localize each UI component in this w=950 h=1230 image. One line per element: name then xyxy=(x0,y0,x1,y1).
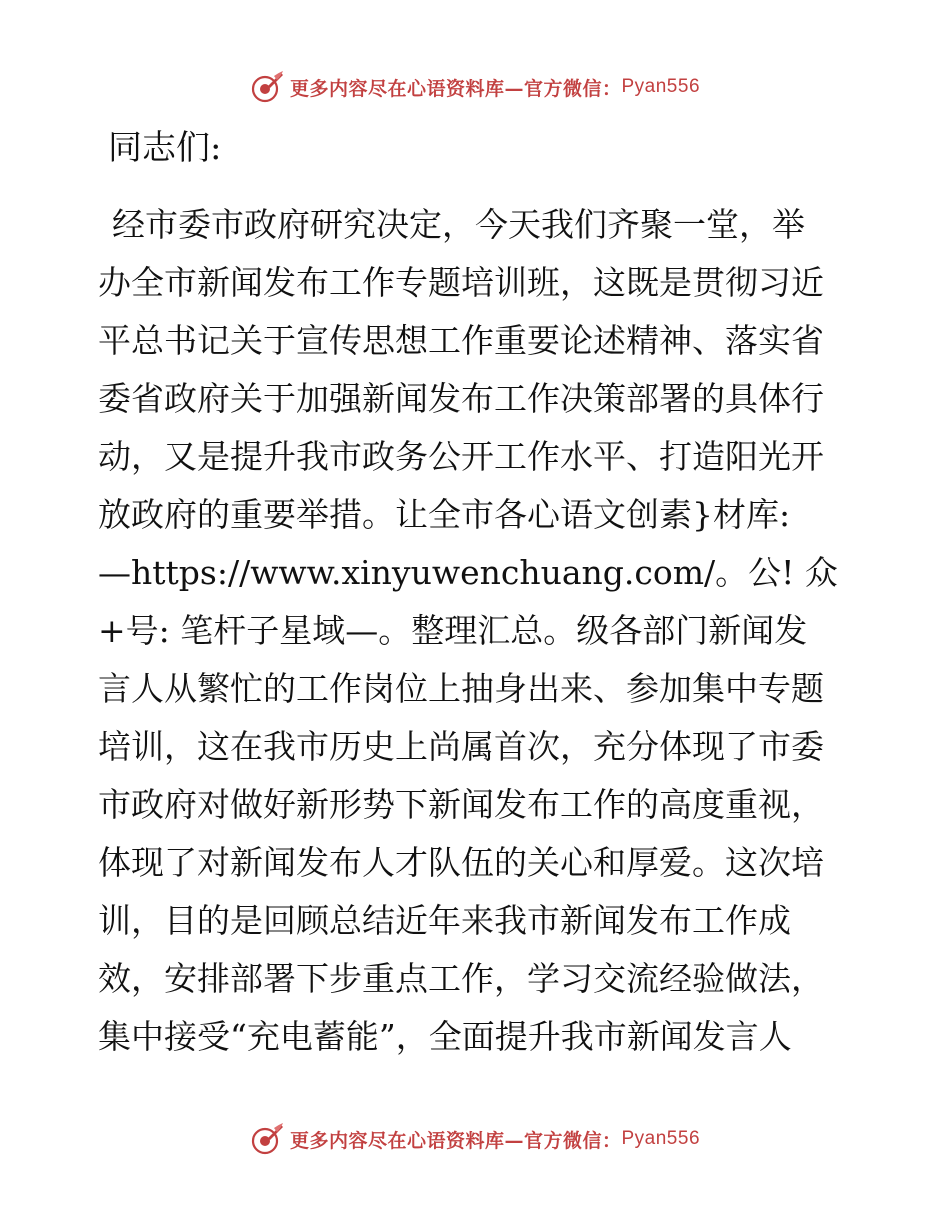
paragraph-line: 经市委市政府研究决定，今天我们齐聚一堂，举 xyxy=(112,205,805,244)
footer-watermark xyxy=(0,1122,950,1156)
paragraph-line: 委省政府关于加强新闻发布工作决策部署的具体行 xyxy=(98,379,824,418)
paragraph-line: 言人从繁忙的工作岗位上抽身出来、参加集中专题 xyxy=(98,669,824,708)
watermark-text: 更多内容尽在心语资料库—官方微信： xyxy=(289,77,622,100)
paragraph-line: 放政府的重要举措。让全市各心语文创素}材库: xyxy=(98,495,791,534)
paragraph-line: 效，安排部署下步重点工作，学习交流经验做法， xyxy=(98,959,824,998)
quill-seal-icon xyxy=(250,70,284,104)
paragraph-line: 办全市新闻发布工作专题培训班，这既是贯彻习近 xyxy=(98,263,824,302)
paragraph-line: 体现了对新闻发布人才队伍的关心和厚爱。这次培 xyxy=(98,843,824,882)
paragraph-line: 培训，这在我市历史上尚属首次，充分体现了市委 xyxy=(98,727,824,766)
paragraph-line: —https://www.xinyuwenchuang.com/。公! 众 xyxy=(98,553,838,592)
paragraph-line: +号: 笔杆子星域—。整理汇总。级各部门新闻发 xyxy=(98,611,808,650)
watermark-handle: Pyan556 xyxy=(621,1128,701,1149)
paragraph-line: 动，又是提升我市政务公开工作水平、打造阳光开 xyxy=(98,437,824,476)
body-paragraph xyxy=(98,196,858,1066)
paragraph-line: 训，目的是回顾总结近年来我市新闻发布工作成 xyxy=(98,901,791,940)
watermark-handle: Pyan556 xyxy=(621,76,701,97)
header-watermark xyxy=(0,70,950,104)
paragraph-line: 平总书记关于宣传思想工作重要论述精神、落实省 xyxy=(98,321,824,360)
paragraph-line: 市政府对做好新形势下新闻发布工作的高度重视， xyxy=(98,785,824,824)
watermark-text: 更多内容尽在心语资料库—官方微信： xyxy=(289,1129,622,1152)
quill-seal-icon xyxy=(250,1122,284,1156)
paragraph-line: 集中接受“充电蓄能”，全面提升我市新闻发言人 xyxy=(98,1017,792,1056)
greeting: 同志们: xyxy=(108,128,222,168)
